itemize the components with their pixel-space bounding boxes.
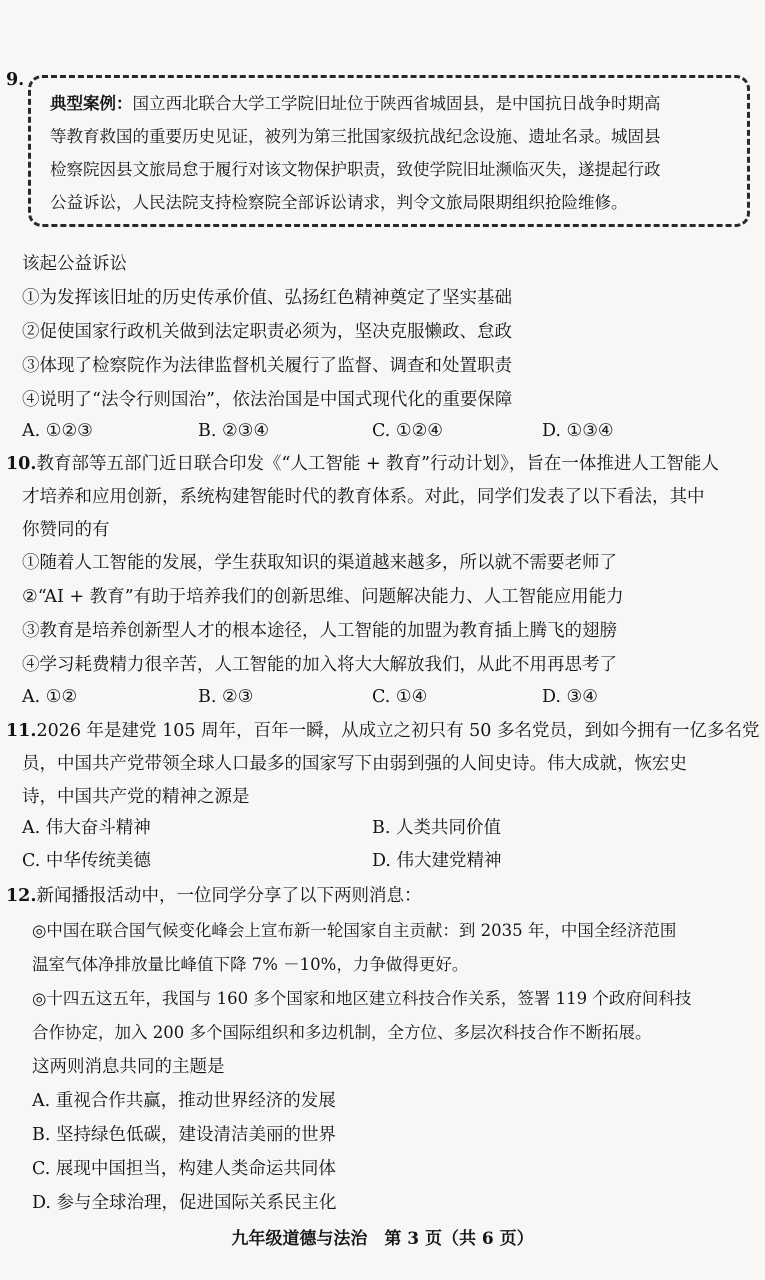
option-a: A. ①②③ — [22, 421, 93, 441]
page-footer: 九年级道德与法治 第 3 页（共 6 页） — [231, 1229, 534, 1249]
question-stem: 你赞同的有 — [22, 520, 110, 540]
news-line: ◎十四五这五年，我国与 160 多个国家和地区建立科技合作关系，签署 119 个政府间科技 — [32, 989, 692, 1008]
case-line: 典型案例：国立西北联合大学工学院旧址位于陕西省城固县，是中国抗日战争时期高 — [50, 94, 661, 113]
news-line: ◎中国在联合国气候变化峰会上宣布新一轮国家自主贡献：到 2035 年，中国全经济范围 — [32, 921, 677, 940]
statement: ④学习耗费精力很辛苦，人工智能的加入将大大解放我们，从此不用再思考了 — [22, 655, 617, 675]
case-label: 典型案例： — [50, 94, 133, 113]
option-d: D. 参与全球治理，促进国际关系民主化 — [32, 1193, 337, 1213]
question-11-line: 11.2026 年是建党 105 周年，百年一瞬，从成立之初只有 50 多名党员，到如今拥有一亿多名党 — [6, 721, 760, 741]
question-stem: 诗，中国共产党的精神之源是 — [22, 787, 250, 807]
option-d: D. 伟大建党精神 — [372, 851, 502, 871]
statement: ③体现了检察院作为法律监督机关履行了监督、调查和处置职责 — [22, 356, 512, 376]
option-c: C. ①④ — [372, 687, 428, 707]
case-line: 检察院因县文旅局怠于履行对该文物保护职责，致使学院旧址濒临灭失，遂提起行政 — [50, 160, 661, 179]
option-c: C. 中华传统美德 — [22, 851, 151, 871]
news-line: 温室气体净排放量比峰值下降 7% －10%，力争做得更好。 — [32, 955, 469, 974]
question-number: 11. — [6, 721, 37, 741]
statement: ④说明了“法令行则国治”，依法治国是中国式现代化的重要保障 — [22, 390, 513, 410]
option-d: D. ③④ — [542, 687, 598, 707]
option-c: C. 展现中国担当，构建人类命运共同体 — [32, 1159, 336, 1179]
statement: ②促使国家行政机关做到法定职责必须为，坚决克服懒政、怠政 — [22, 322, 512, 342]
option-c: C. ①②④ — [372, 421, 443, 441]
option-b: B. ②③④ — [198, 421, 270, 441]
question-12-line: 12.新闻播报活动中，一位同学分享了以下两则消息： — [6, 886, 422, 906]
case-line: 公益诉讼，人民法院支持检察院全部诉讼请求，判令文旅局限期组织抢险维修。 — [50, 193, 628, 212]
statement: ①随着人工智能的发展，学生获取知识的渠道越来越多，所以就不需要老师了 — [22, 553, 617, 573]
option-b: B. 坚持绿色低碳，建设清洁美丽的世界 — [32, 1125, 336, 1145]
option-a: A. 伟大奋斗精神 — [22, 818, 151, 838]
question-stem: 员，中国共产党带领全球人口最多的国家写下由弱到强的人间史诗。伟大成就，恢宏史 — [22, 754, 687, 774]
option-d: D. ①③④ — [542, 421, 614, 441]
question-10-line: 10.教育部等五部门近日联合印发《“人工智能 + 教育”行动计划》，旨在一体推进人工智能人 — [6, 454, 719, 474]
news-line: 合作协定，加入 200 多个国际组织和多边机制，全方位、多层次科技合作不断拓展。 — [32, 1023, 652, 1042]
option-a: A. ①② — [22, 687, 78, 707]
question-number: 10. — [6, 454, 37, 474]
question-stem: 才培养和应用创新，系统构建智能时代的教育体系。对此，同学们发表了以下看法，其中 — [22, 487, 705, 507]
question-number: 9. — [6, 70, 25, 90]
option-b: B. 人类共同价值 — [372, 818, 501, 838]
question-number: 12. — [6, 886, 37, 906]
question-stem: 这两则消息共同的主题是 — [32, 1057, 225, 1077]
question-stem: 该起公益诉讼 — [22, 254, 127, 274]
option-a: A. 重视合作共赢，推动世界经济的发展 — [32, 1091, 336, 1111]
statement: ③教育是培养创新型人才的根本途径，人工智能的加盟为教育插上腾飞的翅膀 — [22, 621, 617, 641]
statement: ②“AI + 教育”有助于培养我们的创新思维、问题解决能力、人工智能应用能力 — [22, 587, 624, 607]
statement: ①为发挥该旧址的历史传承价值、弘扬红色精神奠定了坚实基础 — [22, 288, 512, 308]
option-b: B. ②③ — [198, 687, 254, 707]
case-line: 等教育救国的重要历史见证，被列为第三批国家级抗战纪念设施、遗址名录。城固县 — [50, 127, 661, 146]
